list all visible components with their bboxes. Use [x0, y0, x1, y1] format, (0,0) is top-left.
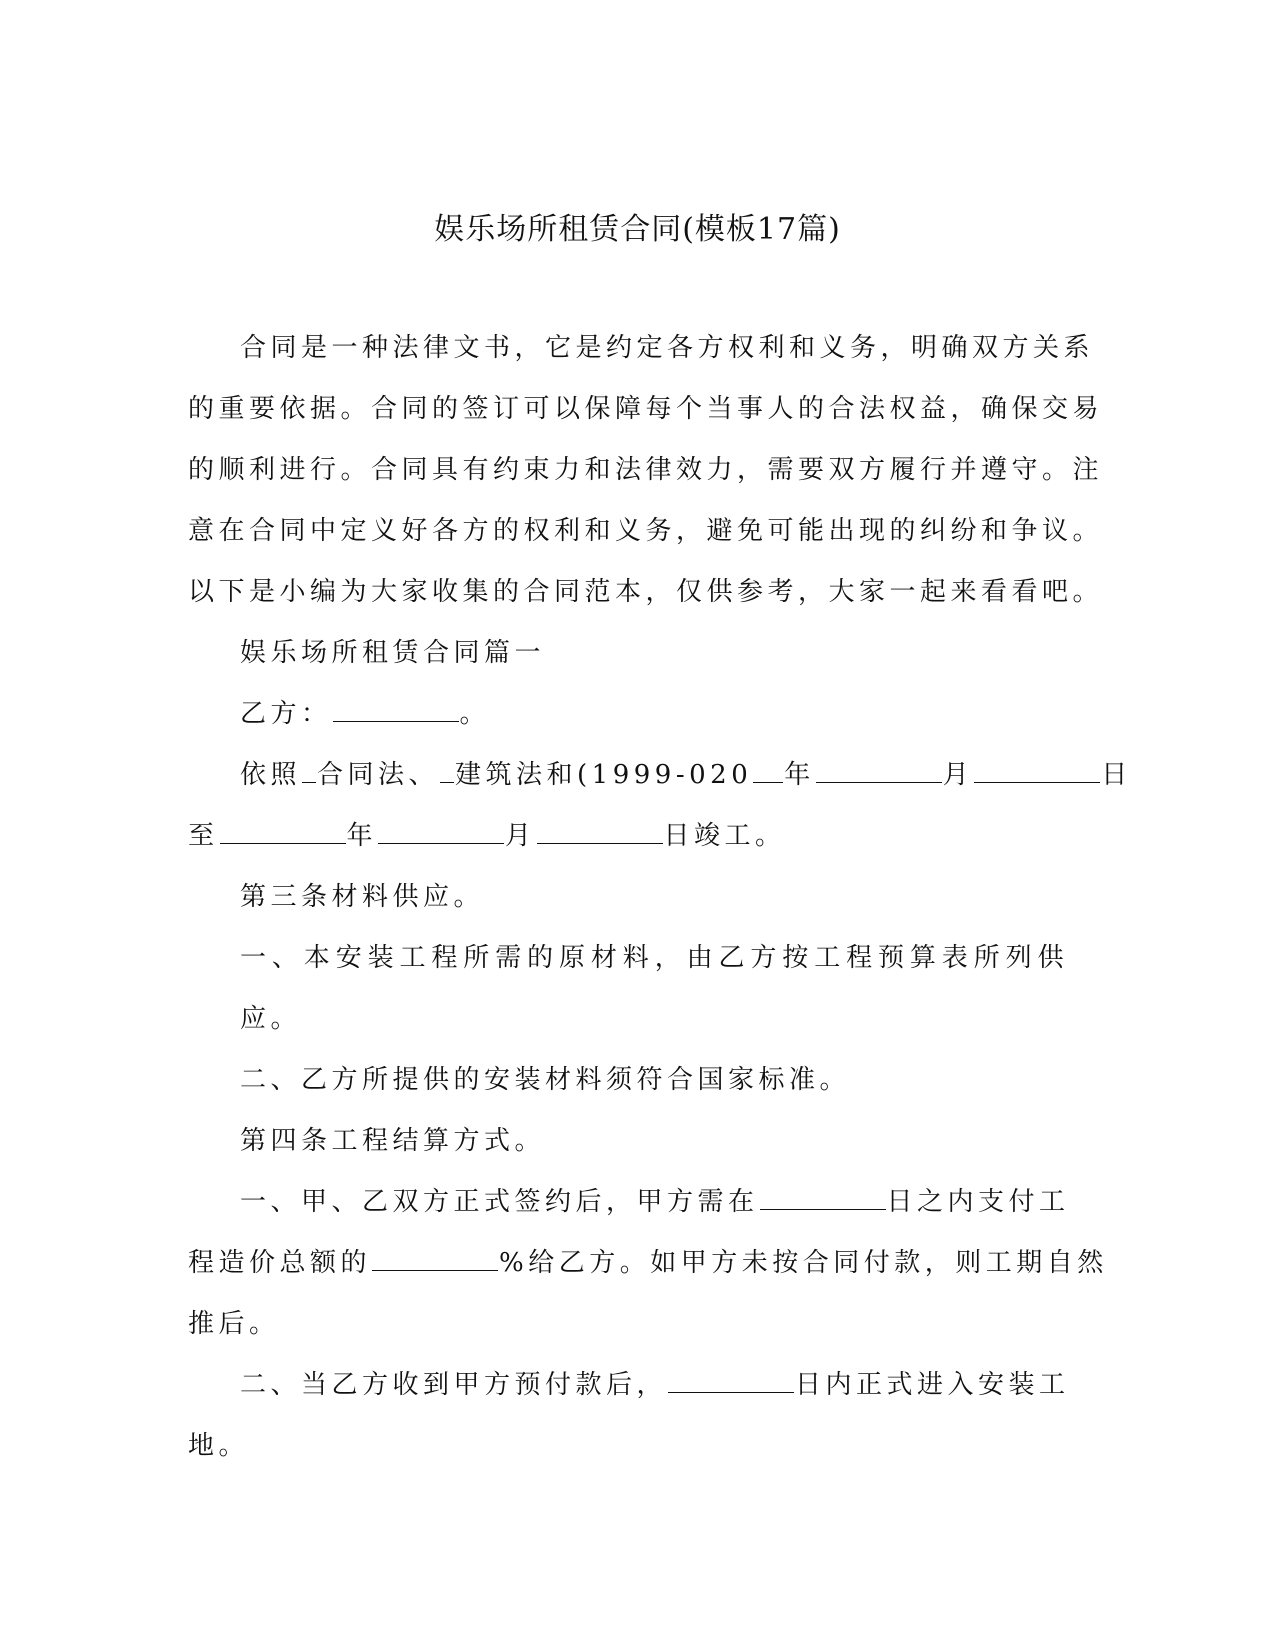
article4-item-1-blank-1 — [760, 1187, 886, 1210]
basis-blank-6 — [220, 821, 346, 844]
article4-item-2 — [188, 1355, 1068, 1477]
article4-item-1-text-b: 日之内支付工 — [886, 1187, 1070, 1217]
intro-line-5: 以下是小编为大家收集的合同范本，仅供参考，大家一起来看看吧。 — [188, 577, 1104, 607]
basis-blank-2 — [440, 760, 454, 783]
basis-text-1: 依照 — [240, 760, 302, 790]
party-b-blank — [333, 699, 459, 722]
article4-item-1-blank-2 — [372, 1248, 498, 1271]
article4-item-1-text-c: 程造价总额的 — [188, 1248, 372, 1278]
basis-text-9: 月 — [505, 821, 536, 851]
article3-heading — [188, 867, 1068, 928]
basis-text-3: 建筑法和(1999-020 — [455, 760, 753, 790]
article4-item-2-line-2: 地。 — [188, 1431, 250, 1461]
article4-heading — [188, 1111, 1068, 1172]
intro-line-4: 意在合同中定义好各方的权利和义务，避免可能出现的纠纷和争议。 — [188, 516, 1104, 546]
basis-line-2 — [188, 806, 1068, 867]
article4-item-1-line-2 — [188, 1233, 1108, 1294]
article3-item-2 — [188, 1050, 1068, 1111]
party-b-label: 乙方： — [240, 699, 332, 729]
article3-heading-text: 第三条材料供应。 — [240, 882, 485, 912]
article3-item-1-text: 一、本安装工程所需的原材料，由乙方按工程预算表所列供应。 — [240, 943, 1068, 1034]
intro-paragraph — [188, 318, 1104, 623]
intro-line-3: 的顺利进行。合同具有约束力和法律效力，需要双方履行并遵守。注 — [188, 455, 1104, 485]
basis-blank-1 — [302, 760, 316, 783]
party-b-line — [188, 684, 1068, 745]
basis-blank-3 — [753, 760, 783, 783]
article4-item-1-line-1 — [188, 1172, 1068, 1233]
basis-text-5: 月 — [942, 760, 974, 790]
intro-line-1: 合同是一种法律文书，它是约定各方权利和义务，明确双方关系 — [240, 333, 1095, 363]
article4-item-1-text-d: %给乙方。如甲方未按合同付款，则工期自然 — [499, 1248, 1108, 1278]
document-title: 娱乐场所租赁合同(模板17篇) — [434, 212, 841, 247]
article4-item-2-text-b: 日内正式进入安装工 — [795, 1370, 1070, 1400]
basis-blank-7 — [378, 821, 504, 844]
basis-blank-5 — [974, 760, 1100, 783]
article3-item-2-text: 二、乙方所提供的安装材料须符合国家标准。 — [240, 1065, 851, 1095]
article4-item-1 — [188, 1172, 1108, 1355]
basis-text-6: 日 — [1101, 760, 1132, 790]
article4-heading-text: 第四条工程结算方式。 — [240, 1126, 546, 1156]
party-b-end: 。 — [459, 699, 491, 729]
basis-text-7: 至 — [188, 821, 219, 851]
basis-blank-4 — [816, 760, 942, 783]
article4-item-1-text-a: 一、甲、乙双方正式签约后，甲方需在 — [240, 1187, 759, 1217]
article4-item-1-line-3: 推后。 — [188, 1309, 280, 1339]
article4-item-2-line-1 — [188, 1355, 1068, 1416]
article4-item-2-text-a: 二、当乙方收到甲方预付款后， — [240, 1370, 668, 1400]
basis-blank-8 — [537, 821, 663, 844]
basis-text-10: 日竣工。 — [663, 821, 786, 851]
document-body — [188, 318, 1132, 1477]
basis-line-1 — [188, 745, 1132, 806]
article4-item-2-blank — [668, 1370, 794, 1393]
basis-text-2: 合同法、 — [317, 760, 440, 790]
basis-paragraph — [188, 745, 1132, 867]
basis-text-4: 年 — [784, 760, 815, 790]
intro-line-2: 的重要依据。合同的签订可以保障每个当事人的合法权益，确保交易 — [188, 394, 1104, 424]
section-heading-text: 娱乐场所租赁合同篇一 — [240, 638, 546, 668]
article3-item-1 — [188, 928, 1068, 1050]
section-heading — [188, 623, 1068, 684]
basis-text-8: 年 — [346, 821, 378, 851]
